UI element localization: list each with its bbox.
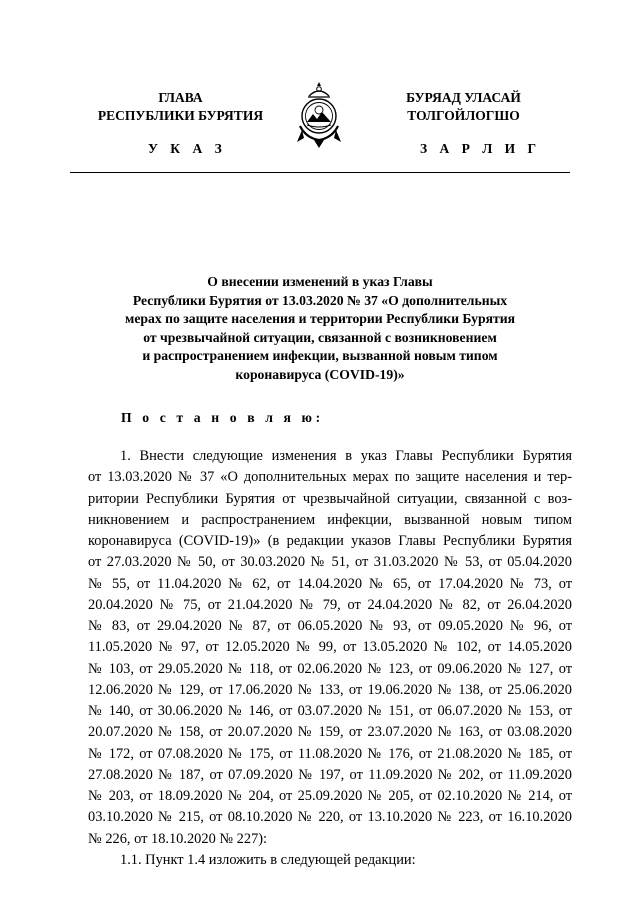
body-line: 12.06.2020 № 129, от 17.06.2020 № 133, от 19.06.2020 № 138, от 25.06.2020 <box>88 681 572 698</box>
header-right-line2: ТОЛГОЙЛОГШО <box>407 108 520 123</box>
document-title <box>90 273 550 384</box>
body-line: 03.10.2020 № 215, от 08.10.2020 № 220, от 13.10.2020 № 223, от 16.10.2020 <box>88 809 572 826</box>
body-line: № 203, от 18.09.2020 № 204, от 25.09.2020 № 205, от 02.10.2020 № 214, от <box>88 788 572 804</box>
title-line: коронавируса (COVID-19)» <box>235 366 405 382</box>
header-right-line1: БУРЯАД УЛАСАЙ <box>406 90 521 105</box>
title-line: О внесении изменений в указ Главы <box>207 274 433 289</box>
decree-kind-ru: У К А З <box>148 141 227 156</box>
body-line: № 55, от 11.04.2020 № 62, от 14.04.2020 № 65, от 17.04.2020 № 73, от <box>88 575 572 592</box>
body-line: 1.1. Пункт 1.4 изложить в следующей редакции: <box>120 851 416 868</box>
body-line: 27.08.2020 № 187, от 07.09.2020 № 197, от 11.09.2020 № 202, от 11.09.2020 <box>88 766 572 783</box>
body-line: 20.04.2020 № 75, от 21.04.2020 № 79, от 24.04.2020 № 82, от 26.04.2020 <box>88 596 572 613</box>
header-left <box>88 89 273 125</box>
body-line: ритории Республики Бурятия от чрезвычайной ситуации, связанной с воз- <box>88 490 572 507</box>
body-line: от 13.03.2020 № 37 «О дополнительных мерах по защите населения и тер- <box>88 469 572 486</box>
title-line: Республики Бурятия от 13.03.2020 № 37 «О дополнительных <box>132 292 508 308</box>
header-left-line1: ГЛАВА <box>158 90 203 105</box>
body-line: № 140, от 30.06.2020 № 146, от 03.07.2020 № 151, от 06.07.2020 № 153, от <box>88 703 572 719</box>
body-line: № 103, от 29.05.2020 № 118, от 02.06.2020 № 123, от 09.06.2020 № 127, от <box>88 660 572 677</box>
decree-kind-bua: З А Р Л И Г <box>420 141 541 156</box>
title-line: и распространением инфекции, вызванной новым типом <box>142 348 498 363</box>
header-left-line2: РЕСПУБЛИКИ БУРЯТИЯ <box>97 108 264 123</box>
body-line: 20.07.2020 № 158, от 20.07.2020 № 159, от 23.07.2020 № 163, от 03.08.2020 <box>88 724 572 741</box>
document-body <box>88 446 572 871</box>
body-line: 11.05.2020 № 97, от 12.05.2020 № 99, от 13.05.2020 № 102, от 14.05.2020 <box>88 639 572 656</box>
body-line: № 83, от 29.04.2020 № 87, от 06.05.2020 № 93, от 09.05.2020 № 96, от <box>88 618 572 634</box>
title-line: от чрезвычайной ситуации, связанной с возникновением <box>143 329 497 345</box>
body-line: от 27.03.2020 № 50, от 30.03.2020 № 51, от 31.03.2020 № 53, от 05.04.2020 <box>88 554 572 571</box>
body-line: никновением и распространением инфекции, вызванной новым типом <box>88 511 572 528</box>
body-line: № 226, от 18.10.2020 № 227): <box>88 830 268 847</box>
body-line: № 172, от 07.08.2020 № 175, от 11.08.2020 № 176, от 21.08.2020 № 185, от <box>88 745 572 762</box>
header-right <box>381 89 546 125</box>
body-line: 1. Внести следующие изменения в указ Главы Республики Бурятия <box>120 448 572 464</box>
coat-of-arms-icon <box>292 80 346 150</box>
header-divider <box>70 172 570 173</box>
resolution-word: П о с т а н о в л я ю: <box>121 410 324 425</box>
title-line: мерах по защите населения и территории Республики Бурятия <box>125 311 515 326</box>
body-line: коронавируса (COVID-19)» (в редакции указов Главы Республики Бурятия <box>88 533 572 549</box>
